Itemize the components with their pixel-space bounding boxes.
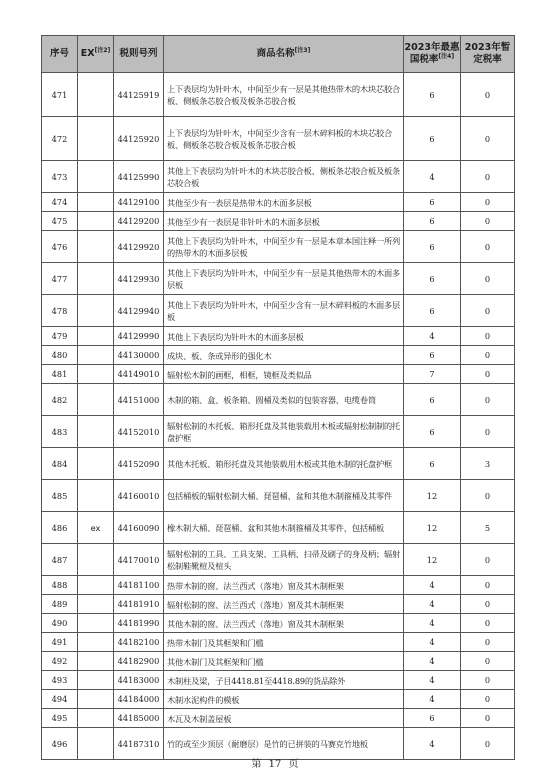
header-ex: EX[注2] [78,36,114,73]
cell-seq: 489 [42,595,78,614]
cell-seq: 492 [42,652,78,671]
cell-mfn: 4 [404,161,461,193]
cell-ex [78,614,114,633]
cell-name: 其他上下表层均为针叶木，中间至少含有一层木碎料板的木面多层板 [164,295,404,327]
cell-name: 其他上下表层均为针叶木，中间至少有一层是其他热带木的木面多层板 [164,263,404,295]
cell-ex [78,416,114,448]
cell-name: 其他上下表层均为针叶木的木面多层板 [164,327,404,346]
cell-ex [78,263,114,295]
cell-interim: 0 [461,633,515,652]
cell-code: 44181100 [114,576,164,595]
table-row [42,576,515,595]
table-row [42,480,515,512]
cell-mfn: 6 [404,448,461,480]
cell-interim: 0 [461,690,515,709]
cell-mfn: 6 [404,193,461,212]
cell-interim: 0 [461,365,515,384]
cell-name: 热带木制的窗、法兰西式（落地）窗及其木制框架 [164,576,404,595]
table-body [42,73,515,760]
cell-seq: 490 [42,614,78,633]
cell-mfn: 7 [404,365,461,384]
table-row [42,652,515,671]
cell-code: 44160010 [114,480,164,512]
cell-seq: 496 [42,728,78,760]
cell-seq: 475 [42,212,78,231]
table-row [42,295,515,327]
cell-code: 44160090 [114,512,164,544]
cell-code: 44125919 [114,73,164,117]
cell-interim: 0 [461,728,515,760]
cell-interim: 0 [461,614,515,633]
cell-ex [78,384,114,416]
table-row [42,614,515,633]
cell-mfn: 12 [404,512,461,544]
cell-ex [78,576,114,595]
cell-ex [78,709,114,728]
cell-code: 44129920 [114,231,164,263]
cell-name: 其他木制门及其框架和门槛 [164,652,404,671]
cell-mfn: 4 [404,690,461,709]
cell-mfn: 4 [404,728,461,760]
cell-seq: 494 [42,690,78,709]
cell-interim: 3 [461,448,515,480]
cell-seq: 471 [42,73,78,117]
cell-name: 上下表层均为针叶木，中间至少含有一层木碎料板的木块芯胶合板、侧板条芯胶合板及板条芯胶合板 [164,117,404,161]
header-seq: 序号 [42,36,78,73]
cell-name: 其他至少有一表层是非针叶木的木面多层板 [164,212,404,231]
header-name: 商品名称[注3] [164,36,404,73]
header-code: 税则号列 [114,36,164,73]
table-header [42,36,515,73]
cell-ex [78,652,114,671]
cell-seq: 481 [42,365,78,384]
cell-mfn: 6 [404,263,461,295]
cell-ex [78,448,114,480]
cell-mfn: 4 [404,327,461,346]
cell-ex [78,117,114,161]
cell-ex: ex [78,512,114,544]
tariff-table [41,35,515,760]
cell-interim: 0 [461,117,515,161]
cell-ex [78,73,114,117]
cell-name: 其他上下表层均为针叶木，中间至少有一层是本章本国注释一所列的热带木的木面多层板 [164,231,404,263]
cell-seq: 487 [42,544,78,576]
cell-mfn: 4 [404,576,461,595]
cell-code: 44187310 [114,728,164,760]
cell-name: 辐射松制的窗、法兰西式（落地）窗及其木制框架 [164,595,404,614]
cell-interim: 5 [461,512,515,544]
header-interim-rate: 2023年暂 定税率 [461,36,515,73]
table-row [42,595,515,614]
table-row [42,117,515,161]
cell-code: 44183000 [114,671,164,690]
cell-code: 44181910 [114,595,164,614]
cell-name: 其他木制的窗、法兰西式（落地）窗及其木制框架 [164,614,404,633]
cell-name: 木制柱及梁，子目4418.81至4418.89的货品除外 [164,671,404,690]
cell-code: 44185000 [114,709,164,728]
cell-interim: 0 [461,671,515,690]
cell-interim: 0 [461,652,515,671]
cell-interim: 0 [461,193,515,212]
table-row [42,709,515,728]
table-row [42,633,515,652]
cell-seq: 484 [42,448,78,480]
cell-mfn: 6 [404,73,461,117]
cell-seq: 488 [42,576,78,595]
cell-seq: 479 [42,327,78,346]
table-row [42,193,515,212]
cell-name: 木制的箱、盒、板条箱、圆桶及类似的包装容器、电缆卷筒 [164,384,404,416]
cell-seq: 491 [42,633,78,652]
cell-ex [78,327,114,346]
cell-mfn: 6 [404,709,461,728]
cell-interim: 0 [461,595,515,614]
cell-seq: 486 [42,512,78,544]
cell-name: 热带木制门及其框架和门槛 [164,633,404,652]
table-row [42,690,515,709]
cell-code: 44129200 [114,212,164,231]
cell-interim: 0 [461,295,515,327]
cell-mfn: 6 [404,416,461,448]
cell-code: 44152090 [114,448,164,480]
cell-code: 44130000 [114,346,164,365]
cell-mfn: 6 [404,346,461,365]
table-row [42,365,515,384]
table-row [42,231,515,263]
cell-seq: 473 [42,161,78,193]
table-row [42,671,515,690]
header-ex-note: [注2] [94,47,111,55]
cell-name: 橡木制大桶、琵琶桶、盆和其他木制箍桶及其零件，包括桶板 [164,512,404,544]
cell-code: 44129940 [114,295,164,327]
cell-seq: 495 [42,709,78,728]
cell-code: 44129100 [114,193,164,212]
cell-name: 包括桶板的辐射松制大桶、琵琶桶、盆和其他木制箍桶及其零件 [164,480,404,512]
cell-interim: 0 [461,231,515,263]
cell-name: 木瓦及木制盖屋板 [164,709,404,728]
cell-name: 辐射松制的木托板、箱形托盘及其他装载用木板或辐射松制制的托盘护框 [164,416,404,448]
cell-name: 辐射松制的工具、工具支架、工具柄、扫帚及刷子的身及柄；辐射松制鞋靴楦及楦头 [164,544,404,576]
cell-seq: 493 [42,671,78,690]
cell-seq: 476 [42,231,78,263]
cell-code: 44125990 [114,161,164,193]
cell-interim: 0 [461,346,515,365]
cell-mfn: 12 [404,544,461,576]
cell-code: 44184000 [114,690,164,709]
table-row [42,327,515,346]
cell-seq: 472 [42,117,78,161]
cell-name: 成块、板、条或异形的强化木 [164,346,404,365]
cell-interim: 0 [461,212,515,231]
header-mfn-rate: 2023年最惠 国税率[注4] [404,36,461,73]
cell-seq: 480 [42,346,78,365]
cell-code: 44149010 [114,365,164,384]
cell-mfn: 4 [404,652,461,671]
cell-ex [78,346,114,365]
cell-interim: 0 [461,576,515,595]
header-name-note: [注3] [294,47,311,55]
cell-mfn: 4 [404,633,461,652]
cell-name: 上下表层均为针叶木，中间至少有一层是其他热带木的木块芯胶合板、侧板条芯胶合板及板条芯胶合板 [164,73,404,117]
cell-seq: 477 [42,263,78,295]
cell-name: 木制水泥构件的模板 [164,690,404,709]
cell-name: 其他上下表层均为针叶木的木块芯胶合板、侧板条芯胶合板及板条芯胶合板 [164,161,404,193]
table-row [42,384,515,416]
cell-interim: 0 [461,263,515,295]
cell-mfn: 6 [404,231,461,263]
table-row [42,544,515,576]
cell-mfn: 12 [404,480,461,512]
table-row [42,512,515,544]
table-row [42,346,515,365]
cell-ex [78,544,114,576]
cell-ex [78,595,114,614]
cell-name: 竹的或至少顶层（耐磨层）是竹的已拼装的马赛克竹地板 [164,728,404,760]
cell-mfn: 6 [404,384,461,416]
cell-ex [78,212,114,231]
cell-code: 44182100 [114,633,164,652]
table-row [42,73,515,117]
cell-seq: 485 [42,480,78,512]
cell-code: 44170010 [114,544,164,576]
cell-ex [78,193,114,212]
cell-mfn: 6 [404,212,461,231]
cell-ex [78,480,114,512]
cell-interim: 0 [461,416,515,448]
cell-code: 44129930 [114,263,164,295]
table-row [42,416,515,448]
cell-mfn: 6 [404,117,461,161]
tariff-table-sheet [41,35,514,760]
cell-name: 其他至少有一表层是热带木的木面多层板 [164,193,404,212]
cell-ex [78,633,114,652]
cell-code: 44125920 [114,117,164,161]
cell-ex [78,161,114,193]
cell-seq: 474 [42,193,78,212]
cell-seq: 483 [42,416,78,448]
cell-interim: 0 [461,384,515,416]
cell-interim: 0 [461,480,515,512]
cell-interim: 0 [461,161,515,193]
page-footer: 第 17 页 [251,759,299,770]
cell-seq: 478 [42,295,78,327]
cell-code: 44181990 [114,614,164,633]
cell-code: 44152010 [114,416,164,448]
cell-code: 44151000 [114,384,164,416]
header-mfn-note: [注4] [438,53,455,61]
cell-interim: 0 [461,709,515,728]
cell-mfn: 4 [404,671,461,690]
cell-name: 其他木托板、箱形托盘及其他装载用木板或其他木制的托盘护框 [164,448,404,480]
cell-code: 44129990 [114,327,164,346]
table-row [42,263,515,295]
table-row [42,448,515,480]
cell-ex [78,231,114,263]
cell-code: 44182900 [114,652,164,671]
cell-interim: 0 [461,327,515,346]
cell-mfn: 4 [404,614,461,633]
cell-name: 辐射松木制的画框，相框，镜框及类似品 [164,365,404,384]
table-row [42,161,515,193]
cell-ex [78,671,114,690]
cell-ex [78,365,114,384]
cell-ex [78,295,114,327]
cell-mfn: 6 [404,295,461,327]
cell-mfn: 4 [404,595,461,614]
table-row [42,212,515,231]
cell-interim: 0 [461,73,515,117]
cell-seq: 482 [42,384,78,416]
cell-interim: 0 [461,544,515,576]
cell-ex [78,690,114,709]
